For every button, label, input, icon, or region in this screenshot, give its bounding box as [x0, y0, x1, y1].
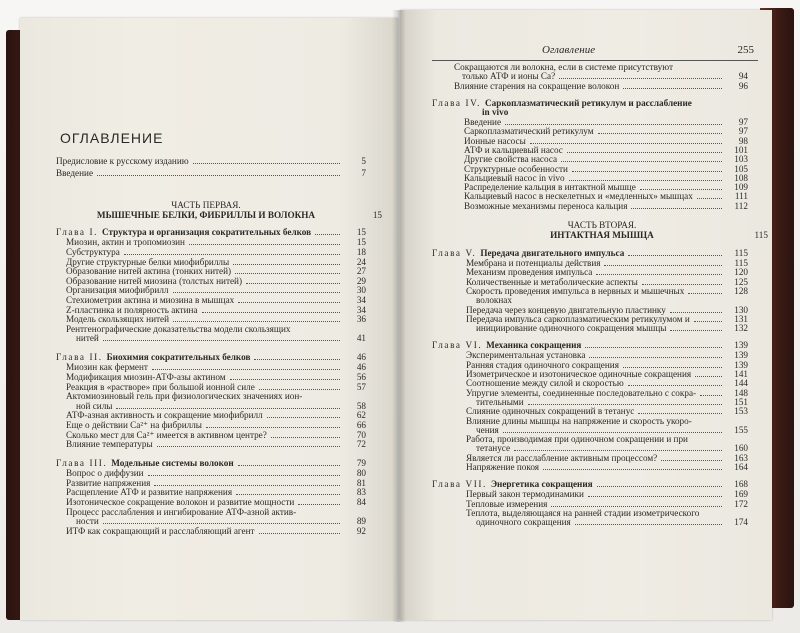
toc-entry — [56, 156, 366, 166]
page-ref: 108 — [734, 172, 748, 183]
toc-entry-text: Напряжение покоя — [466, 462, 539, 472]
page-ref: 169 — [734, 489, 748, 500]
chapter-heading — [432, 248, 748, 258]
leader-dots — [315, 227, 340, 235]
leader-dots — [173, 314, 340, 322]
page-ref: 46 — [356, 362, 366, 373]
chapter-heading — [432, 479, 748, 489]
toc-entry — [66, 295, 366, 305]
toc-entry-text: Мембрана и потенциалы действия — [466, 258, 601, 268]
page-ref: 41 — [356, 333, 366, 344]
page-ref: 97 — [738, 126, 748, 137]
toc-entry-text: Кальциевый насос in vivo — [464, 172, 565, 183]
leader-dots — [567, 145, 722, 153]
leader-dots — [697, 191, 722, 199]
toc-entry-text: Слияние одиночных сокращений в тетанус — [466, 406, 635, 417]
toc-entry-text: тительными — [476, 396, 524, 407]
toc-entry-text: Введение — [56, 168, 94, 178]
leader-dots — [572, 164, 722, 172]
toc-entry-text: Модель скользящих нитей — [66, 314, 169, 325]
toc-entry-text: АТФ-азная активность и сокращение миофибрилл — [66, 410, 263, 421]
chapter-title: Модельные системы волокон — [111, 457, 234, 468]
leader-dots — [551, 499, 722, 507]
page-ref: 81 — [356, 477, 366, 488]
page-ref: 148 — [734, 387, 748, 398]
toc-entry-text: Ионные насосы — [464, 135, 526, 146]
leader-dots — [559, 71, 722, 79]
chapter-prefix: Глава III. — [56, 457, 112, 468]
toc-entry-text: чения — [476, 424, 499, 435]
toc-entry — [66, 305, 366, 315]
page-ref: 70 — [356, 429, 366, 440]
leader-dots — [623, 360, 722, 368]
leader-dots — [238, 458, 340, 466]
part-label — [462, 220, 742, 230]
page-ref: 34 — [356, 304, 366, 315]
chapter-heading-text — [56, 227, 311, 237]
toc-entry-text: Введение — [464, 117, 502, 127]
chapter-title: Структура и организация сократительных белков — [101, 227, 312, 237]
toc-entry — [66, 468, 366, 478]
page-ref: 155 — [734, 424, 748, 435]
page-ref: 125 — [734, 276, 748, 287]
page-ref: 115 — [734, 258, 748, 268]
toc-entry — [66, 478, 366, 488]
toc-entry-text: волокнах — [476, 295, 512, 306]
toc-entry-text: Возможные механизмы переноса кальция — [464, 200, 628, 211]
page-ref: 120 — [734, 267, 748, 278]
page-ref: 105 — [734, 163, 748, 174]
toc-entry-text: Ранняя стадия одиночного сокращения — [466, 359, 619, 370]
leader-dots — [173, 285, 340, 293]
toc-entry-text: Процесс расслабления и ингибирование АТФ-азной актив- — [66, 506, 297, 517]
leader-dots — [596, 267, 722, 275]
toc-entry-text: Актомиозиновый гель при физиологических значениях ион- — [66, 391, 303, 402]
leader-dots — [528, 397, 722, 405]
chapter-heading — [56, 352, 366, 362]
page-ref: 79 — [356, 457, 366, 468]
toc-entry — [66, 497, 366, 507]
chapter-heading — [56, 227, 366, 237]
chapter-prefix: Глава II. — [56, 352, 107, 362]
toc-entry — [466, 462, 748, 472]
chapter-heading — [432, 340, 748, 350]
page-ref: 112 — [734, 200, 748, 211]
toc-entry — [66, 276, 366, 286]
page-ref: 24 — [356, 256, 366, 267]
toc-entry-text: Упругие элементы, соединенные последовательно с сокра- — [466, 387, 697, 398]
leader-dots — [628, 248, 722, 256]
part-label-text: ЧАСТЬ ВТОРАЯ. — [567, 220, 637, 230]
chapter-title: Энергетика сокращения — [490, 479, 593, 490]
page-ref: 66 — [356, 420, 366, 430]
page-ref: 160 — [734, 443, 748, 454]
leader-dots — [597, 479, 722, 487]
toc-entry-text: Образование нитей актина (тонких нитей) — [66, 266, 232, 277]
part-title — [56, 210, 382, 220]
toc-entry-text: Количественные и метаболические аспекты — [466, 276, 638, 287]
toc-entry — [66, 507, 366, 517]
page-ref: 80 — [356, 468, 366, 479]
page-ref: 36 — [356, 314, 366, 325]
page-ref: 141 — [734, 369, 748, 379]
toc-entry-text: Расщепление АТФ и развитие напряжения — [66, 487, 233, 498]
page-ref: 30 — [356, 285, 366, 296]
chapter-prefix: Глава IV. — [432, 98, 485, 108]
page-ref: 34 — [356, 295, 366, 305]
toc-entry-text: Изометрическое и изотоническое одиночные сокращения — [466, 369, 692, 379]
toc-title: ОГЛАВЛЕНИЕ — [60, 130, 164, 146]
page-ref: 111 — [734, 191, 748, 202]
chapter-title: Биохимия сократительных белков — [106, 352, 251, 362]
page-ref: 29 — [356, 275, 366, 286]
chapter-prefix: Глава VII. — [432, 479, 491, 490]
toc-entry-text: АТФ и кальциевый насос — [464, 144, 563, 155]
page-ref: 46 — [356, 352, 366, 362]
leader-dots — [254, 352, 340, 360]
toc-entry-text: Первый закон термодинамики — [466, 489, 584, 500]
toc-entry-text: Реакция в «растворе» при большой ионной силе — [66, 381, 255, 392]
leader-dots — [640, 182, 722, 190]
leader-dots — [235, 266, 340, 274]
part-label-text: ЧАСТЬ ПЕРВАЯ. — [171, 200, 241, 210]
chapter-heading-cont-text: in vivo — [482, 107, 509, 117]
toc-entry-text: Механизм проведения импульса — [466, 267, 593, 278]
toc-entry — [66, 257, 366, 267]
chapter-prefix: Глава V. — [432, 248, 481, 258]
toc-entry — [76, 401, 366, 411]
toc-entry-text: Стехиометрия актина и миозина в мышцах — [66, 295, 235, 305]
toc-entry-text: Другие структурные белки миофибриллы — [66, 256, 230, 267]
chapter-heading-text — [56, 352, 250, 362]
page-ref: 132 — [734, 323, 748, 334]
leader-dots — [588, 489, 722, 497]
toc-entry — [66, 362, 366, 372]
toc-entry-text: только АТФ и ионы Ca? — [462, 71, 556, 82]
toc-entry — [66, 266, 366, 276]
leader-dots — [695, 369, 722, 377]
leader-dots — [505, 117, 722, 125]
leader-dots — [638, 406, 722, 414]
toc-entry-text: Рентгенографические доказательства модели скользящих — [66, 323, 291, 334]
chapter-title: Саркоплазматический ретикулум и расслабление — [484, 98, 692, 108]
toc-entry-text: ной силы — [76, 400, 113, 411]
leader-dots — [569, 173, 722, 181]
leader-dots — [259, 382, 340, 390]
page-ref: 92 — [356, 525, 366, 536]
toc-entry — [66, 430, 366, 440]
page-ref: 7 — [361, 168, 366, 178]
page-ref: 139 — [734, 340, 748, 351]
toc-entry — [66, 420, 366, 430]
page-ref: 172 — [734, 498, 748, 509]
page-ref: 128 — [734, 285, 748, 296]
leader-dots — [148, 468, 340, 476]
page-ref: 130 — [734, 304, 748, 315]
chapter-title: Передача двигательного импульса — [480, 248, 625, 258]
leader-dots — [259, 526, 340, 534]
page-ref: 27 — [356, 266, 366, 277]
toc-entry — [66, 237, 366, 247]
toc-entry-text: Организация миофибрилл — [66, 285, 169, 296]
leader-dots — [543, 462, 722, 470]
leader-dots — [238, 295, 340, 303]
page-ref: 83 — [356, 487, 366, 498]
toc-entry-text: ности — [76, 516, 99, 527]
toc-entry-text: Миозин как фермент — [66, 362, 148, 373]
toc-entry-text: ИТФ как сокращающий и расслабляющий агент — [66, 525, 255, 536]
toc-entry — [66, 382, 366, 392]
page-ref: 174 — [734, 517, 748, 528]
toc-entry-text: одиночного сокращения — [476, 517, 571, 528]
toc-entry — [476, 517, 748, 527]
leader-dots — [124, 247, 340, 255]
page-ref: 139 — [734, 359, 748, 370]
chapter-heading-text — [432, 479, 593, 489]
leader-dots — [575, 517, 722, 525]
page-ref: 62 — [356, 410, 366, 421]
toc-entry-text: нитей — [76, 333, 99, 344]
toc-entry-text: Предисловие к русскому изданию — [56, 156, 189, 166]
part-title — [462, 230, 768, 240]
page-ref: 72 — [356, 439, 366, 450]
running-title: Оглавление — [542, 44, 596, 56]
leader-dots — [206, 420, 340, 428]
page-ref: 98 — [738, 135, 748, 146]
leader-dots — [642, 277, 722, 285]
leader-dots — [530, 136, 722, 144]
page-ref: 18 — [356, 247, 366, 257]
toc-entry — [56, 168, 366, 178]
toc-entry-text: Сколько мест для Ca²⁺ имеется в активном центре? — [66, 429, 267, 440]
toc-entry — [454, 81, 748, 91]
leader-dots — [154, 478, 340, 486]
toc-entry-text: тетанусе — [476, 443, 511, 454]
part-label — [56, 200, 356, 210]
toc-entry — [66, 314, 366, 324]
toc-entry — [66, 285, 366, 295]
page-ref: 57 — [356, 381, 366, 392]
toc-entry-text: Соотношение между силой и скоростью — [466, 378, 624, 389]
toc-entry-text: Теплота, выделяющаяся на ранней стадии изометрического — [466, 507, 700, 518]
leader-dots — [246, 276, 340, 284]
toc-entry — [66, 439, 366, 449]
leader-dots — [628, 378, 722, 386]
page-ref: 153 — [734, 406, 748, 417]
toc-entry — [76, 516, 366, 526]
leader-dots — [202, 305, 340, 313]
page-ref: 109 — [734, 182, 748, 193]
toc-entry-text: Передача через концевую двигательную пластинку — [466, 304, 666, 315]
leader-dots — [103, 333, 340, 341]
chapter-heading-text — [56, 458, 234, 468]
toc-entry-text: Вопрос о диффузии — [66, 468, 144, 479]
toc-entry-text: Распределение кальция в интактной мышце — [464, 182, 636, 193]
toc-entry-text: Экспериментальная установка — [466, 350, 586, 361]
toc-entry-text: Структурные особенности — [464, 163, 568, 174]
page-ref: 89 — [356, 516, 366, 527]
toc-entry-text: Развитие напряжения — [66, 477, 151, 488]
page-ref: 5 — [361, 156, 366, 166]
chapter-title: Механика сокращения — [486, 340, 582, 351]
part-title-text: ИНТАКТНАЯ МЫШЦА — [550, 230, 654, 240]
page-ref: 15 — [356, 237, 366, 248]
part-title-text: МЫШЕЧНЫЕ БЕЛКИ, ФИБРИЛЛЫ И ВОЛОКНА — [96, 210, 316, 220]
leader-dots — [103, 516, 340, 524]
toc-entry-text: Влияние длины мышцы на напряжение и скорость укоро- — [466, 415, 692, 426]
page-ref: 139 — [734, 350, 748, 361]
page-ref: 58 — [356, 400, 366, 411]
toc-entry — [66, 391, 366, 401]
leader-dots — [561, 154, 722, 162]
page-ref: 164 — [734, 462, 748, 472]
leader-dots — [670, 323, 722, 331]
page-ref: 56 — [356, 372, 366, 382]
chapter-heading-text — [432, 340, 581, 350]
toc-entry — [66, 247, 366, 257]
toc-entry-text: Изотоническое сокращение волокон и развитие мощности — [66, 497, 295, 507]
chapter-prefix: Глава I. — [56, 227, 102, 237]
leader-dots — [661, 453, 722, 461]
leader-dots — [97, 168, 340, 176]
toc-entry — [76, 333, 366, 343]
page-ref: 144 — [734, 378, 748, 389]
toc-entry-text: Z-пластинка и полярность актина — [66, 304, 198, 315]
leader-dots — [670, 305, 722, 313]
leader-dots — [589, 350, 722, 358]
leader-dots — [267, 410, 340, 418]
page-ref: 115 — [734, 248, 748, 258]
leader-dots — [631, 201, 722, 209]
page-ref: 131 — [734, 313, 748, 324]
toc-entry-text: Является ли расслабление активным процессом? — [466, 452, 658, 463]
toc-entry-text: Саркоплазматический ретикулум — [464, 126, 594, 137]
toc-entry-text: Кальциевый насос в нескелетных и «медленных» мышцах — [464, 191, 693, 202]
toc-entry — [66, 526, 366, 536]
leader-dots — [514, 443, 722, 451]
book-gutter — [392, 10, 406, 622]
chapter-heading-text — [432, 248, 624, 258]
toc-entry-text: Еще о действии Ca²⁺ на фибриллы — [66, 420, 202, 430]
leader-dots — [298, 497, 340, 505]
leader-dots — [116, 401, 340, 409]
leader-dots — [233, 257, 340, 265]
leader-dots — [236, 487, 340, 495]
leader-dots — [193, 156, 340, 164]
leader-dots — [598, 126, 722, 134]
toc-entry — [66, 487, 366, 497]
toc-entry-text: Работа, производимая при одиночном сокращении и при — [466, 434, 688, 445]
toc-entry-text: Влияние старения на сокращение волокон — [454, 80, 620, 91]
leader-dots — [152, 362, 340, 370]
page-number: 255 — [737, 44, 754, 56]
leader-dots — [230, 372, 340, 380]
page-ref: 96 — [738, 80, 748, 91]
toc-entry-text: Влияние температуры — [66, 439, 153, 450]
toc-entry-text: Другие свойства насоса — [464, 154, 558, 165]
page-ref: 115 — [754, 230, 768, 240]
chapter-heading-cont — [482, 107, 748, 117]
leader-dots — [694, 314, 722, 322]
leader-dots — [604, 258, 722, 266]
page-ref: 84 — [356, 497, 366, 507]
page-ref: 151 — [734, 396, 748, 407]
leader-dots — [688, 286, 722, 294]
page-ref: 15 — [356, 227, 366, 237]
toc-entry — [66, 410, 366, 420]
toc-entry-text: Образование нитей миозина (толстых нитей) — [66, 275, 243, 286]
toc-entry-text: Модификация миозин-АТФ-азы актином — [66, 372, 226, 382]
toc-entry-text: инициирование одиночного сокращения мышцы — [476, 323, 667, 334]
chapter-prefix: Глава VI. — [432, 340, 487, 351]
page-ref: 168 — [734, 479, 748, 490]
toc-entry — [476, 323, 748, 333]
chapter-heading — [56, 458, 366, 468]
page-ref: 103 — [734, 154, 748, 165]
toc-entry — [66, 372, 366, 382]
leader-dots — [503, 425, 722, 433]
toc-entry-text: Субструктура — [66, 247, 120, 257]
leader-dots — [189, 237, 340, 245]
toc-entry-text: Тепловые измерения — [466, 498, 548, 509]
toc-entry-text: Передача импульса саркоплазматическим ретикулумом и — [466, 313, 690, 324]
leader-dots — [585, 340, 722, 348]
toc-entry-text: Скорость проведения импульса в нервных и мышечных — [466, 285, 685, 296]
leader-dots — [271, 430, 340, 438]
page-ref: 15 — [372, 210, 382, 220]
page-ref: 94 — [738, 71, 748, 82]
toc-entry — [66, 324, 366, 334]
toc-entry-text: Миозин, актин и тропомиозин — [66, 237, 185, 248]
leader-dots — [700, 388, 722, 396]
leader-dots — [623, 81, 722, 89]
page-ref: 163 — [734, 452, 748, 463]
page-ref: 97 — [738, 117, 748, 127]
toc-entry-text: Сокращаются ли волокна, если в системе присутствуют — [454, 62, 674, 72]
page-ref: 101 — [734, 144, 748, 155]
running-header — [432, 44, 758, 61]
toc-entry — [464, 201, 748, 211]
leader-dots — [157, 439, 340, 447]
